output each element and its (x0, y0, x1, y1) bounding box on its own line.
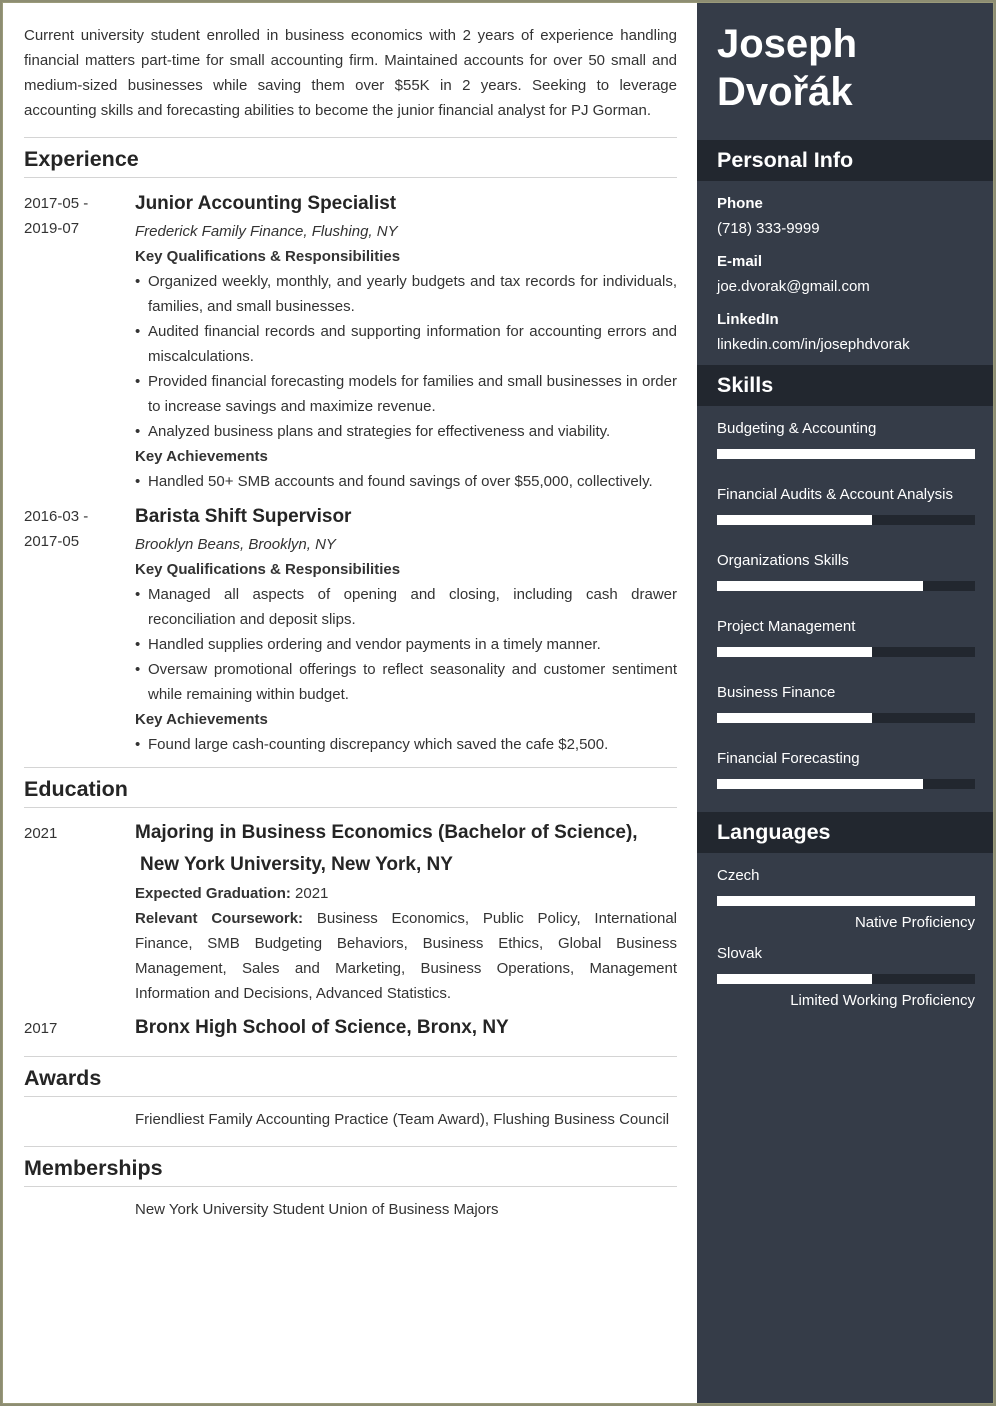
resume-page (2, 2, 994, 1404)
skill-bar-fill (717, 713, 872, 723)
education-entry (24, 1016, 677, 1044)
achievements-heading: Key Achievements (135, 711, 268, 728)
education-title-line1: Majoring in Business Economics (Bachelor of Science), (135, 822, 638, 843)
personal-info (697, 181, 994, 357)
job-company: Brooklyn Beans, Brooklyn, NY (135, 536, 336, 553)
profile-summary: Current university student enrolled in business economics with 2 years of experience handling financial matters part-time for small accounting firm. Maintained accounts for over 50 small and medium-sized businesses while saving them over $55K in 2 years. Seeking to leverage accounting skills and forecasting abilities to become the junior financial analyst for PJ Gorman. (24, 27, 677, 119)
education-section (24, 767, 677, 1044)
awards-section (24, 1056, 677, 1132)
achievements-heading: Key Achievements (135, 448, 268, 465)
skill-bar-fill (717, 581, 923, 591)
achievements-list (135, 469, 677, 494)
skill-bar (717, 581, 975, 591)
qualifications-heading: Key Qualifications & Responsibilities (135, 248, 401, 265)
list-item: • Analyzed business plans and strategies for effectiveness and viability. (135, 419, 677, 444)
skill-bar (717, 515, 975, 525)
skills-list (697, 406, 994, 789)
linkedin-value: linkedin.com/in/josephdvorak (717, 336, 910, 353)
education-title-line2: New York University, New York, NY (140, 854, 453, 875)
language-proficiency: Limited Working Proficiency (790, 992, 975, 1009)
skill-label: Financial Audits & Account Analysis (717, 486, 953, 503)
skill-label: Budgeting & Accounting (717, 420, 877, 437)
award-entry (24, 1107, 677, 1132)
education-year: 2021 (24, 825, 58, 842)
graduation-label: Expected Graduation: (135, 885, 291, 902)
job-dates (24, 191, 135, 494)
list-item: • Audited financial records and supporting information for accounting errors and miscalculations. (135, 319, 677, 369)
skill-bar-fill (717, 449, 975, 459)
sidebar (697, 3, 994, 1404)
skill-bar-fill (717, 647, 872, 657)
job-date-end: 2019-07 (24, 220, 80, 237)
skill-item (717, 680, 975, 723)
languages-heading: Languages (697, 812, 994, 853)
membership-entry (24, 1197, 677, 1222)
list-item: • Oversaw promotional offerings to reflect seasonality and customer sentiment while remaining within budget. (135, 657, 677, 707)
main-column (24, 3, 677, 1222)
job-date-start: 2016-03 - (24, 508, 89, 525)
list-item: • Provided financial forecasting models for families and small businesses in order to increase savings and maximize revenue. (135, 369, 677, 419)
job-title: Barista Shift Supervisor (135, 506, 352, 527)
language-bar-fill (717, 896, 975, 906)
experience-heading: Experience (24, 137, 677, 178)
graduation-value: 2021 (295, 885, 329, 902)
coursework-label: Relevant Coursework: (135, 910, 304, 927)
language-item (717, 941, 975, 1013)
job-entry (24, 504, 677, 757)
skill-bar (717, 647, 975, 657)
job-company: Frederick Family Finance, Flushing, NY (135, 223, 398, 240)
memberships-section (24, 1146, 677, 1222)
skill-item (717, 614, 975, 657)
skill-item (717, 482, 975, 525)
linkedin-label: LinkedIn (717, 311, 779, 328)
skill-label: Business Finance (717, 684, 836, 701)
skill-bar (717, 779, 975, 789)
language-item (717, 863, 975, 935)
memberships-heading: Memberships (24, 1146, 677, 1187)
skill-bar (717, 713, 975, 723)
expected-graduation (135, 881, 677, 906)
phone-label: Phone (717, 195, 763, 212)
qualifications-heading: Key Qualifications & Responsibilities (135, 561, 401, 578)
list-item: • Handled 50+ SMB accounts and found savings of over $55,000, collectively. (135, 469, 677, 494)
experience-section (24, 137, 677, 757)
skill-label: Project Management (717, 618, 856, 635)
education-entry (24, 821, 677, 1006)
skill-item (717, 416, 975, 459)
list-item: • Found large cash-counting discrepancy which saved the cafe $2,500. (135, 732, 677, 757)
awards-heading: Awards (24, 1056, 677, 1097)
language-bar (717, 896, 975, 906)
skill-item (717, 746, 975, 789)
award-text: Friendliest Family Accounting Practice (Team Award), Flushing Business Council (135, 1111, 670, 1128)
skills-heading: Skills (697, 365, 994, 406)
skill-bar (717, 449, 975, 459)
responsibilities-list (135, 582, 677, 707)
coursework-value: Business Economics, Public Policy, International Finance, SMB Budgeting Behaviors, Business Ethics, Global Business Management, Sales and Marketing, Business Operations, Management Information and Decisions, Advanced Statistics. (135, 910, 677, 1002)
skill-label: Financial Forecasting (717, 750, 860, 767)
job-title: Junior Accounting Specialist (135, 193, 397, 214)
education-title (135, 817, 677, 881)
last-name: Dvořák (717, 70, 853, 114)
email-label: E-mail (717, 253, 763, 270)
job-date-end: 2017-05 (24, 533, 80, 550)
first-name: Joseph (717, 22, 858, 66)
job-date-start: 2017-05 - (24, 195, 89, 212)
list-item: • Managed all aspects of opening and closing, including cash drawer reconciliation and deposit slips. (135, 582, 677, 632)
skill-item (717, 548, 975, 591)
personal-info-heading: Personal Info (697, 140, 994, 181)
list-item: • Organized weekly, monthly, and yearly budgets and tax records for individuals, families, and small businesses. (135, 269, 677, 319)
job-dates (24, 504, 135, 757)
relevant-coursework (135, 906, 677, 1006)
skill-bar-fill (717, 515, 872, 525)
phone-value: (718) 333-9999 (717, 220, 820, 237)
education-year: 2017 (24, 1020, 58, 1037)
language-label: Czech (717, 867, 760, 884)
languages-list (697, 853, 994, 1013)
list-item: • Handled supplies ordering and vendor payments in a timely manner. (135, 632, 677, 657)
job-entry (24, 191, 677, 494)
language-proficiency: Native Proficiency (854, 914, 975, 931)
education-heading: Education (24, 767, 677, 808)
skill-bar-fill (717, 779, 923, 789)
responsibilities-list (135, 269, 677, 444)
language-bar-fill (717, 974, 872, 984)
skill-label: Organizations Skills (717, 552, 849, 569)
language-bar (717, 974, 975, 984)
membership-text: New York University Student Union of Business Majors (135, 1201, 499, 1218)
language-label: Slovak (717, 945, 763, 962)
education-title: Bronx High School of Science, Bronx, NY (135, 1017, 509, 1038)
email-value: joe.dvorak@gmail.com (717, 278, 870, 295)
candidate-name (697, 3, 994, 116)
achievements-list (135, 732, 677, 757)
